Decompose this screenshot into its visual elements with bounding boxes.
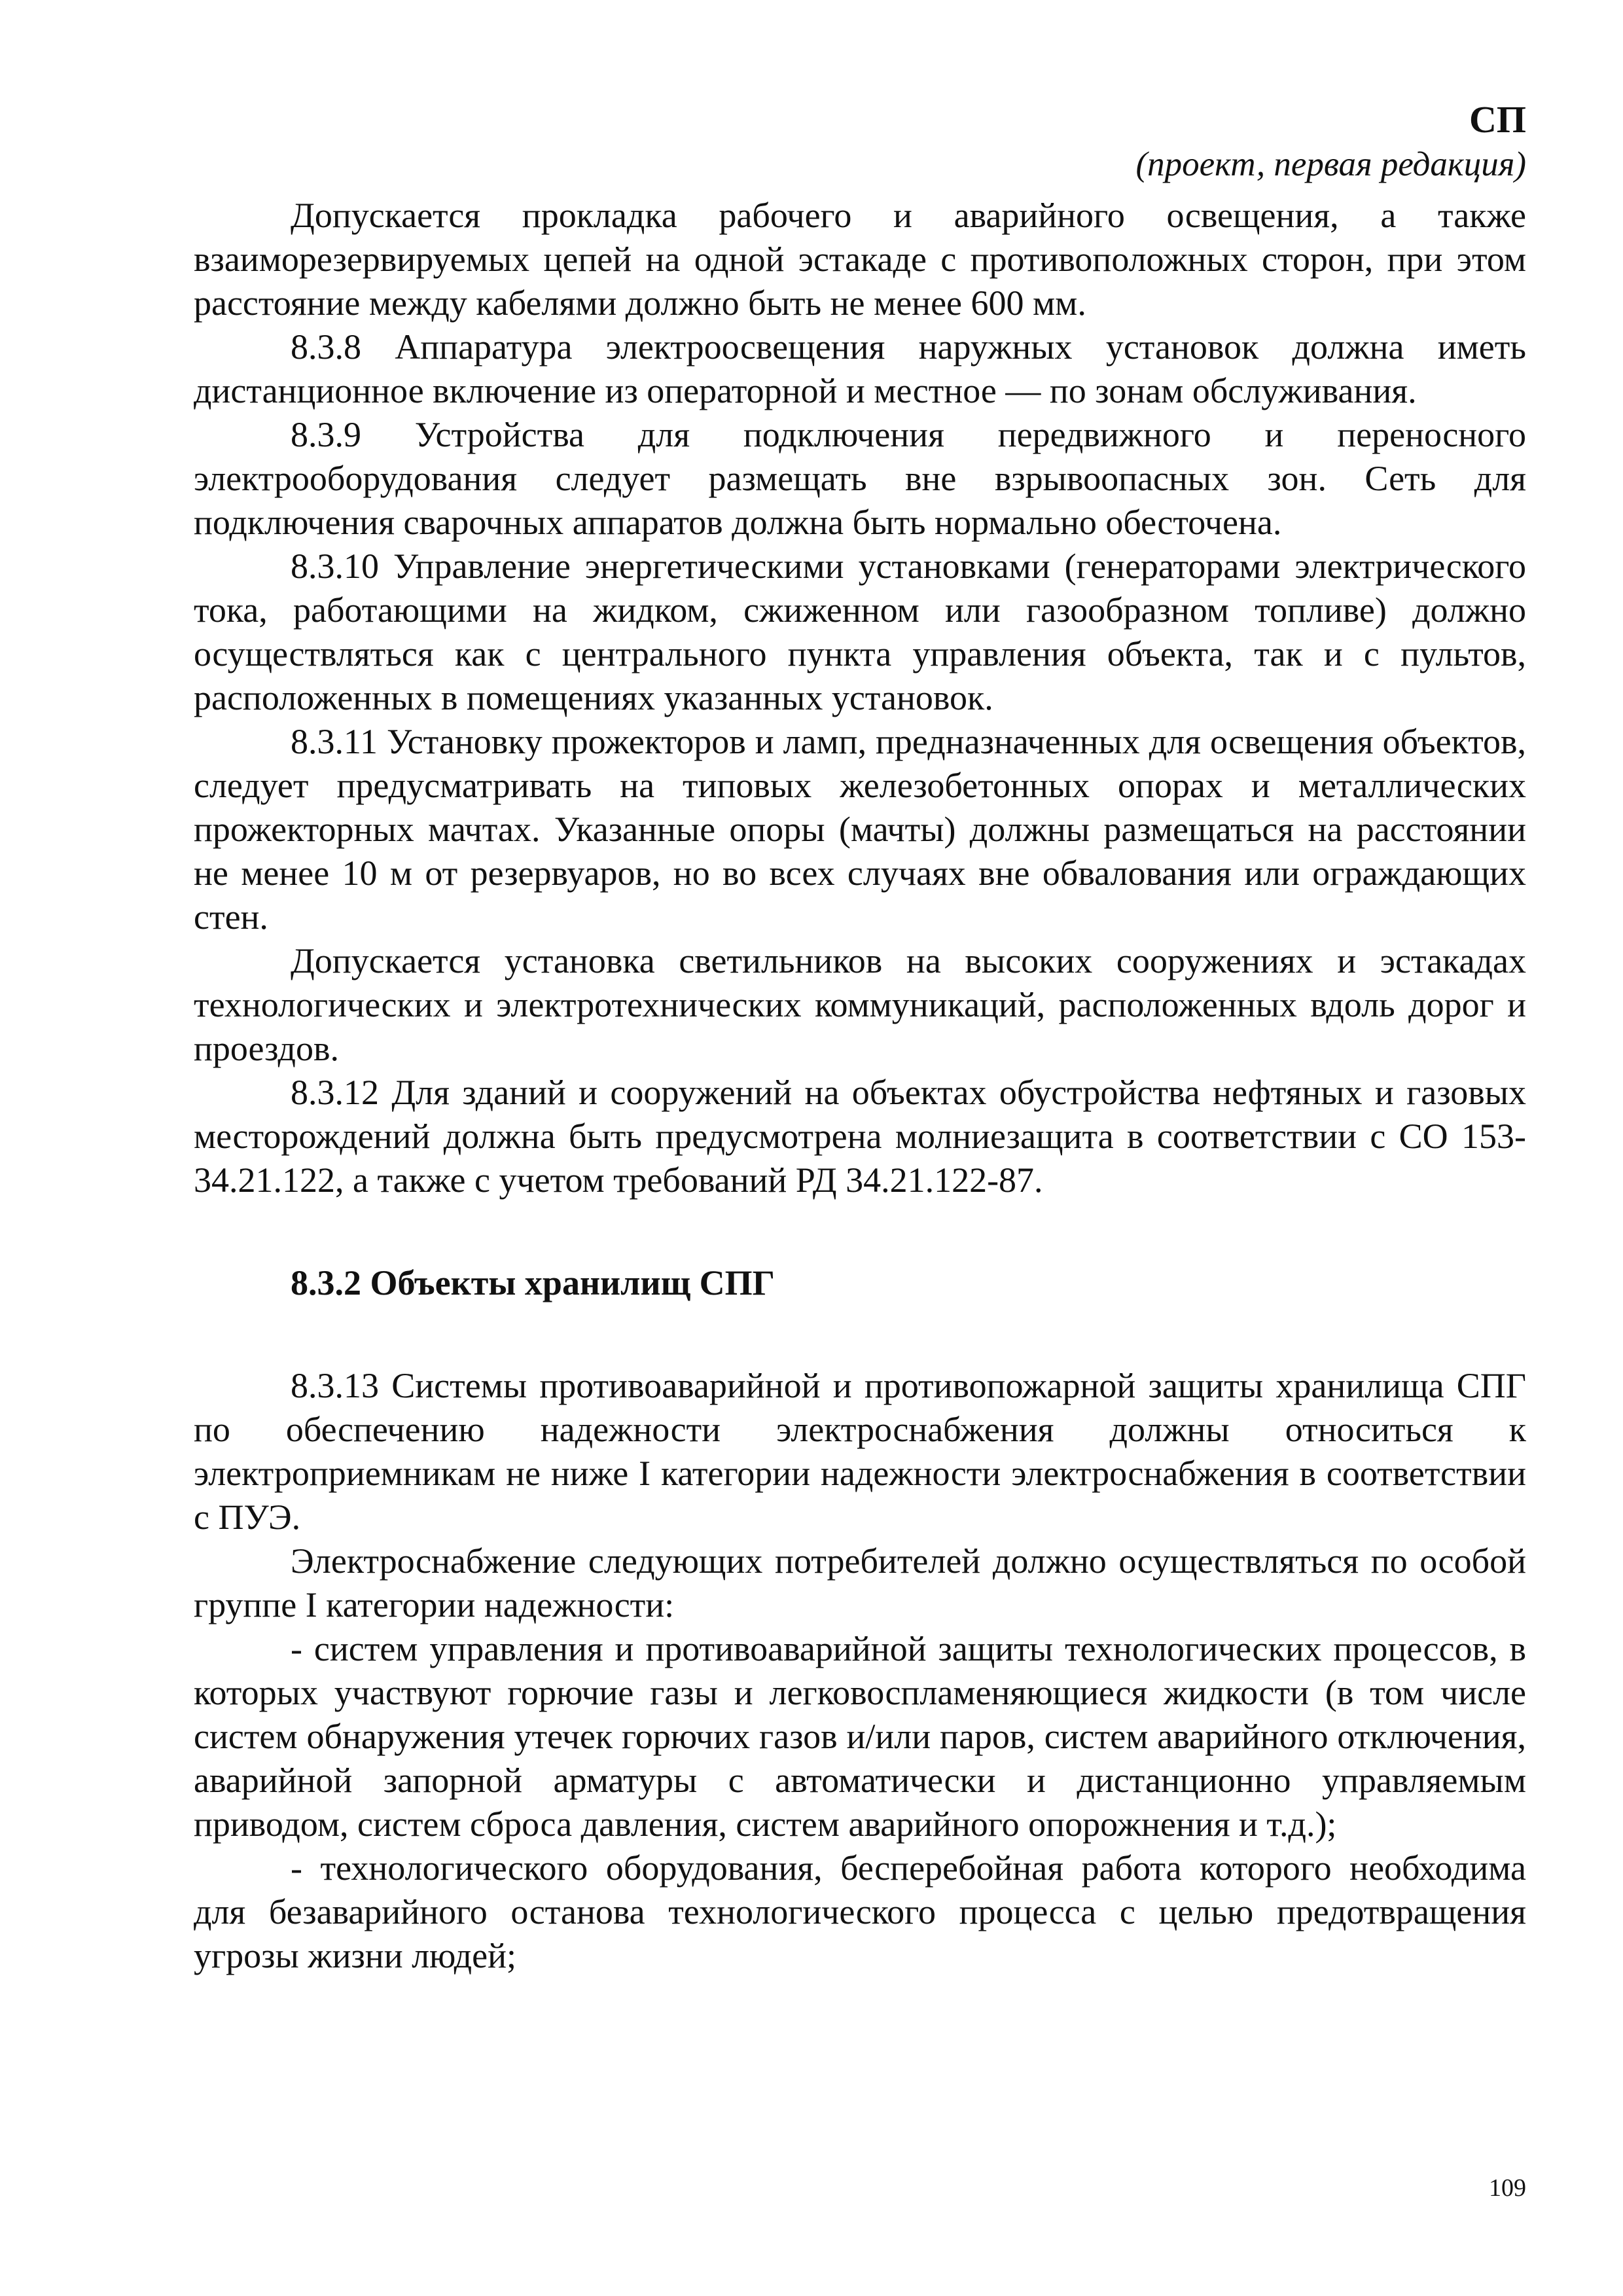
- page-number: 109: [1489, 2174, 1526, 2202]
- paragraph-8-3-12: 8.3.12 Для зданий и сооружений на объектах обустройства нефтяных и газовых месторождений должна быть предусмотрена молниезащита в соответствии с СО 153-34.21.122, а также с учетом требований РД 34.21.122-87.: [194, 1073, 1526, 1200]
- paragraph: Допускается установка светильников на высоких сооружениях и эстакадах технологических и электротехнических коммуникаций, расположенных вдоль дорог и проездов.: [194, 941, 1526, 1068]
- document-body: [194, 194, 1526, 1978]
- paragraph-8-3-10: 8.3.10 Управление энергетическими установками (генераторами электрического тока, работающими на жидком, сжиженном или газообразном топливе) должно осуществляться как с центрального пункта управления объекта, так и с пультов, расположенных в помещениях указанных установок.: [194, 547, 1526, 717]
- paragraph-8-3-8: 8.3.8 Аппаратура электроосвещения наружных установок должна иметь дистанционное включение из операторной и местное — по зонам обслуживания.: [194, 327, 1526, 410]
- list-item: - технологического оборудования, бесперебойная работа которого необходима для безаварийного останова технологического процесса с целью предотвращения угрозы жизни людей;: [194, 1848, 1526, 1975]
- paragraph-8-3-11: 8.3.11 Установку прожекторов и ламп, предназначенных для освещения объектов, следует предусматривать на типовых железобетонных опорах и металлических прожекторных мачтах. Указанные опоры (мачты) должны размещаться на расстоянии не менее 10 м от резервуаров, но во всех случаях вне обвалования или ограждающих стен.: [194, 722, 1526, 937]
- paragraph-8-3-13: 8.3.13 Системы противоаварийной и противопожарной защиты хранилища СПГ по обеспечению надежности электроснабжения должны относиться к электроприемникам не ниже I категории надежности электроснабжения в соответствии с ПУЭ.: [194, 1366, 1526, 1537]
- list-item: - систем управления и противоаварийной защиты технологических процессов, в которых участвуют горючие газы и легковоспламеняющиеся жидкости (в том числе систем обнаружения утечек горючих газов и/или паров, систем аварийного отключения, аварийной запорной арматуры с автоматически и дистанционно управляемым приводом, систем сброса давления, систем аварийного опорожнения и т.д.);: [194, 1629, 1526, 1844]
- document-code: СП: [1469, 98, 1526, 141]
- document-edition-note: (проект, первая редакция): [1135, 145, 1526, 183]
- paragraph: Электроснабжение следующих потребителей должно осуществляться по особой группе I категории надежности:: [194, 1541, 1526, 1624]
- paragraph: Допускается прокладка рабочего и аварийного освещения, а также взаиморезервируемых цепей на одной эстакаде с противоположных сторон, при этом расстояние между кабелями должно быть не менее 600 мм.: [194, 196, 1526, 323]
- section-heading: 8.3.2 Объекты хранилищ СПГ: [291, 1263, 776, 1302]
- paragraph-8-3-9: 8.3.9 Устройства для подключения передвижного и переносного электрооборудования следует размещать вне взрывоопасных зон. Сеть для подключения сварочных аппаратов должна быть нормально обесточена.: [194, 415, 1526, 542]
